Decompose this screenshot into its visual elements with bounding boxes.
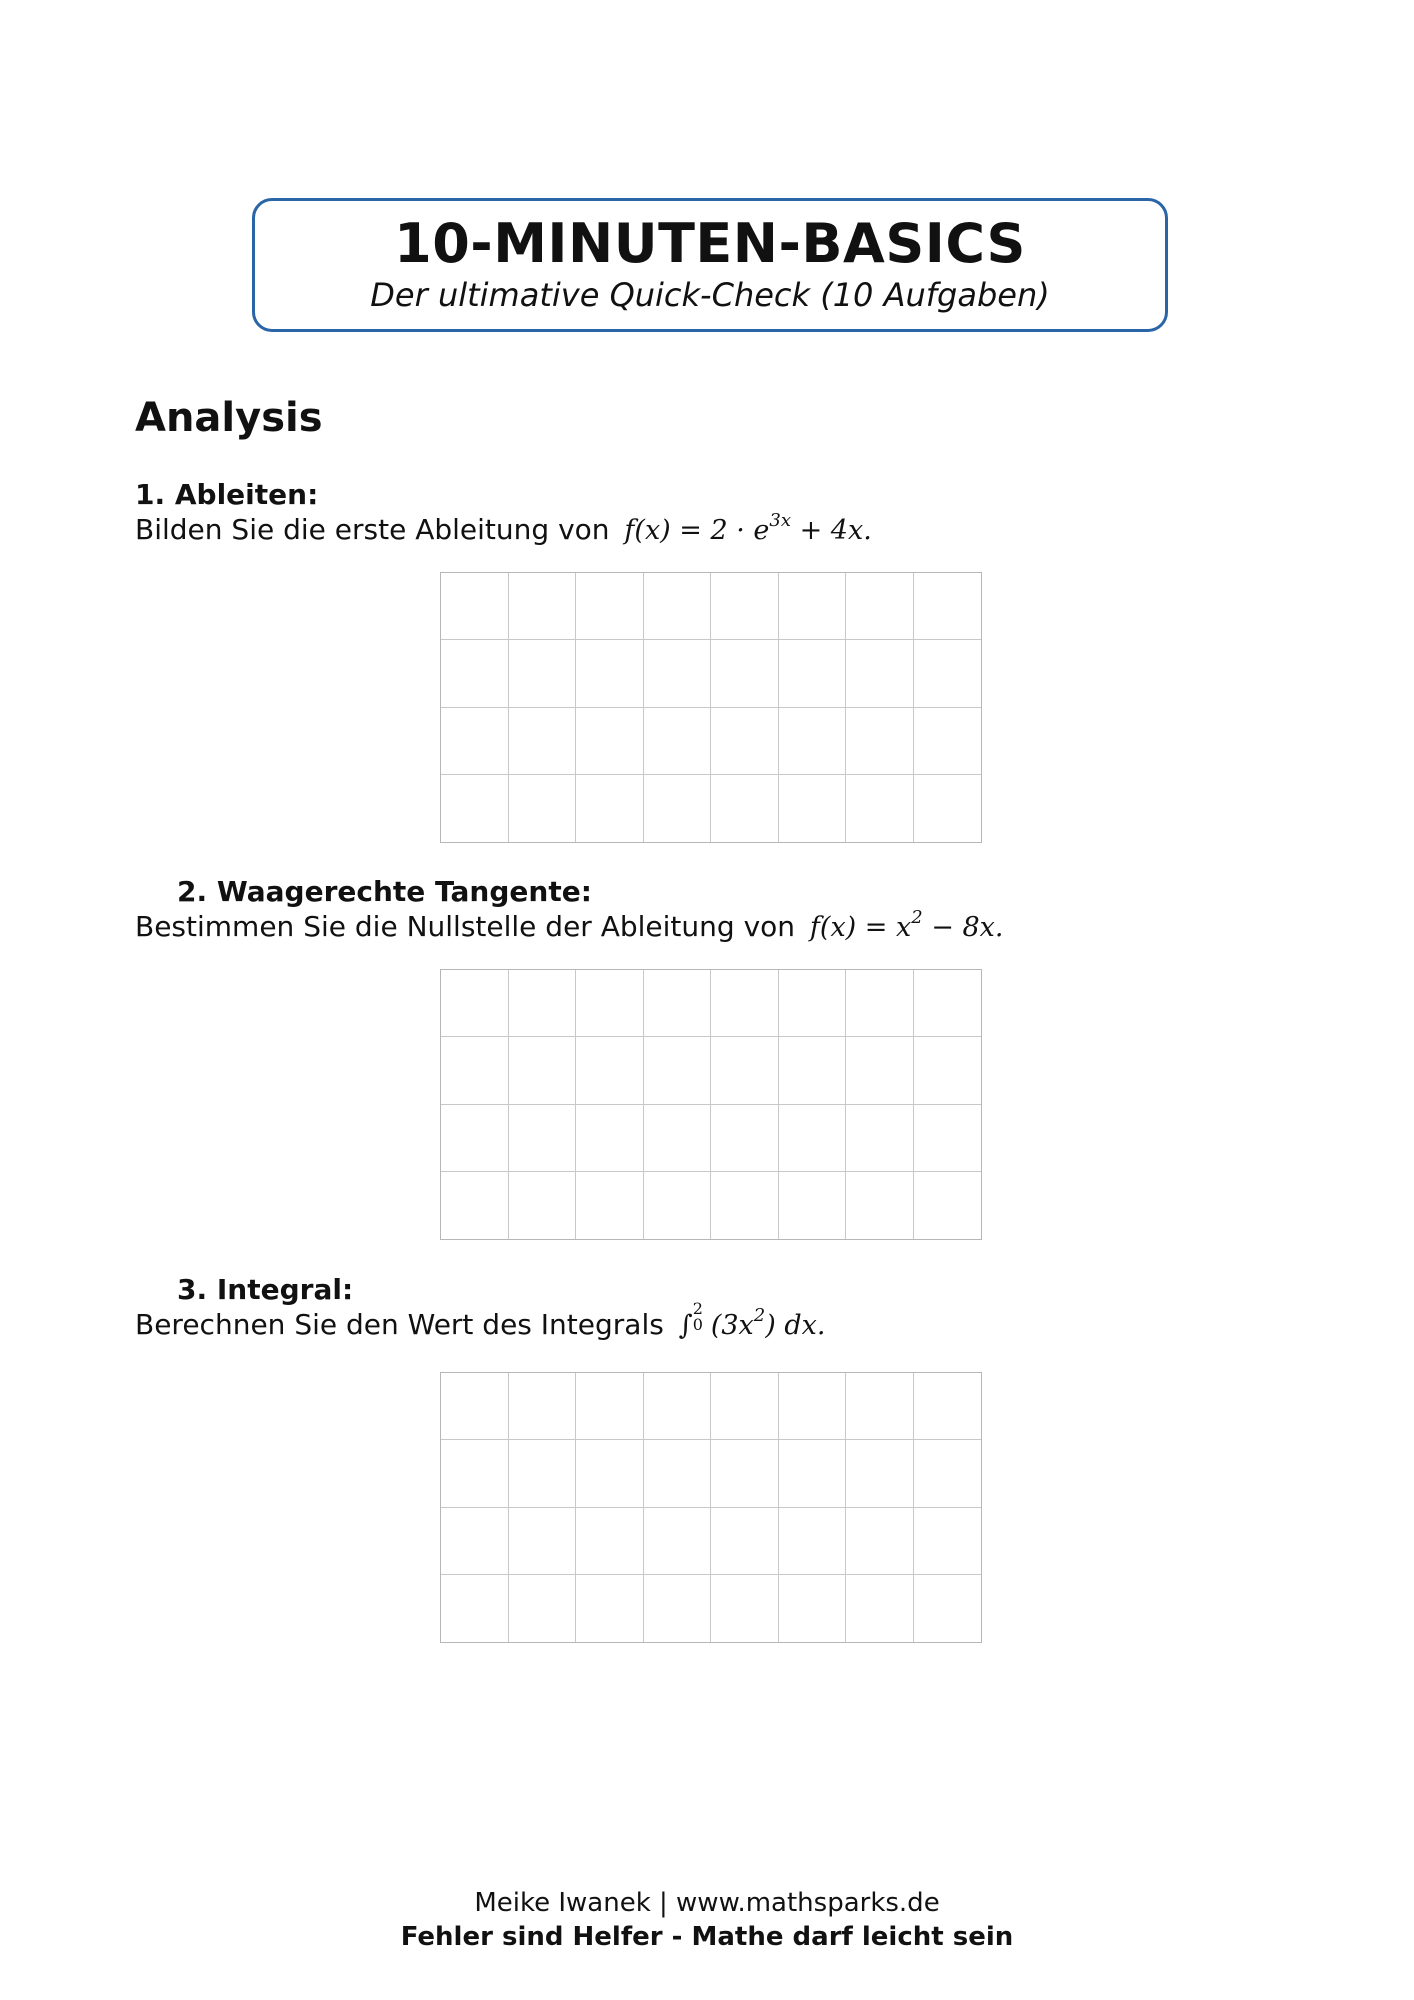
grid-cell [441,1105,509,1172]
grid-cell [779,1105,847,1172]
grid-cell [441,708,509,775]
grid-cell [914,970,982,1037]
grid-cell [644,708,712,775]
grid-cell [576,1037,644,1104]
page-subtitle: Der ultimative Quick-Check (10 Aufgaben) [370,276,1050,314]
grid-cell [509,775,577,842]
grid-cell [711,708,779,775]
grid-cell [509,970,577,1037]
grid-cell [914,640,982,707]
grid-cell [846,640,914,707]
grid-cell [846,1105,914,1172]
grid-cell [509,1508,577,1575]
grid-cell [576,1172,644,1239]
grid-cell [711,1440,779,1507]
grid-cell [779,1440,847,1507]
task-2-formula-exp: 2 [911,907,923,928]
grid-cell [441,1575,509,1642]
grid-cell [779,970,847,1037]
grid-cell [711,970,779,1037]
task-3-instruction: Berechnen Sie den Wert des Integrals [135,1308,664,1341]
grid-cell [576,1440,644,1507]
grid-cell [441,640,509,707]
grid-cell [644,573,712,640]
answer-grid-2[interactable] [440,969,982,1240]
task-2-formula-lhs: f(x) = x [809,912,912,943]
task-1-text [135,511,872,550]
answer-grid-3[interactable] [440,1372,982,1643]
grid-cell [914,573,982,640]
grid-cell [441,1172,509,1239]
grid-cell [711,1373,779,1440]
task-2-text [135,908,1003,947]
grid-cell [846,1037,914,1104]
grid-cell [779,1575,847,1642]
grid-cell [711,1508,779,1575]
grid-cell [576,970,644,1037]
grid-cell [644,1508,712,1575]
grid-cell [509,708,577,775]
grid-cell [711,775,779,842]
grid-cell [711,640,779,707]
footer-author-link: Meike Iwanek | www.mathsparks.de [474,1888,940,1918]
grid-cell [914,1373,982,1440]
grid-cell [576,1105,644,1172]
grid-cell [914,708,982,775]
task-2-formula [809,907,1004,943]
task-1-formula-rhs: + 4x. [791,515,872,546]
grid-cell [914,1508,982,1575]
grid-cell [644,1575,712,1642]
grid-cell [846,573,914,640]
task-1-instruction: Bilden Sie die erste Ableitung von [135,513,610,546]
grid-cell [576,1575,644,1642]
grid-cell [644,970,712,1037]
grid-cell [779,708,847,775]
grid-cell [441,775,509,842]
grid-cell [644,640,712,707]
grid-cell [644,1105,712,1172]
grid-cell [441,1440,509,1507]
task-3-formula-exp: 2 [753,1305,766,1326]
grid-cell [779,640,847,707]
grid-cell [576,1508,644,1575]
grid-cell [914,1105,982,1172]
grid-cell [711,1575,779,1642]
grid-cell [509,1037,577,1104]
grid-cell [576,640,644,707]
grid-cell [711,573,779,640]
footer-slogan: Fehler sind Helfer - Mathe darf leicht sein [400,1922,1014,1952]
grid-cell [576,1373,644,1440]
task-1-formula [624,510,872,546]
section-title: Analysis [135,395,323,441]
grid-cell [779,1373,847,1440]
grid-cell [846,1440,914,1507]
grid-cell [441,1373,509,1440]
grid-cell [509,1575,577,1642]
grid-cell [846,1373,914,1440]
grid-cell [779,775,847,842]
task-2-instruction: Bestimmen Sie die Nullstelle der Ableitung von [135,910,796,943]
task-3-text [135,1299,826,1345]
footer [0,1886,1414,1954]
grid-cell [914,1172,982,1239]
grid-cell [509,1105,577,1172]
task-2-formula-rhs: − 8x. [922,912,1004,943]
grid-cell [441,1508,509,1575]
grid-cell [441,1037,509,1104]
integral-upper-limit: 2 [692,1299,703,1318]
grid-cell [509,1440,577,1507]
grid-cell [644,1172,712,1239]
grid-cell [779,573,847,640]
grid-cell [779,1037,847,1104]
integral-lower-limit: 0 [692,1315,703,1334]
grid-cell [779,1172,847,1239]
grid-cell [644,1037,712,1104]
task-3-formula-body-lhs: (3x [710,1310,754,1341]
grid-cell [846,970,914,1037]
grid-cell [576,775,644,842]
grid-cell [509,640,577,707]
grid-cell [509,573,577,640]
grid-cell [644,775,712,842]
grid-cell [846,1172,914,1239]
grid-cell [914,1037,982,1104]
grid-cell [644,1440,712,1507]
grid-cell [846,708,914,775]
grid-cell [576,573,644,640]
grid-cell [779,1508,847,1575]
task-3-formula [678,1299,826,1341]
grid-cell [711,1037,779,1104]
integral-symbol: ∫ 2 0 [678,1299,703,1341]
task-3-formula-body-rhs: ) dx. [765,1310,826,1341]
grid-cell [914,775,982,842]
task-1-formula-lhs: f(x) = 2 · e [624,515,770,546]
grid-cell [644,1373,712,1440]
grid-cell [711,1105,779,1172]
grid-cell [509,1172,577,1239]
grid-cell [846,1575,914,1642]
task-3-title: 3. Integral: [177,1273,354,1306]
grid-cell [576,708,644,775]
answer-grid-1[interactable] [440,572,982,843]
task-1-title: 1. Ableiten: [135,478,319,511]
grid-cell [846,1508,914,1575]
header-box [252,198,1168,332]
page-title: 10-MINUTEN-BASICS [394,212,1026,275]
grid-cell [914,1440,982,1507]
grid-cell [846,775,914,842]
grid-cell [914,1575,982,1642]
grid-cell [711,1172,779,1239]
task-1-formula-exp: 3x [769,510,792,531]
task-2-title: 2. Waagerechte Tangente: [177,875,592,908]
grid-cell [441,573,509,640]
grid-cell [509,1373,577,1440]
grid-cell [441,970,509,1037]
